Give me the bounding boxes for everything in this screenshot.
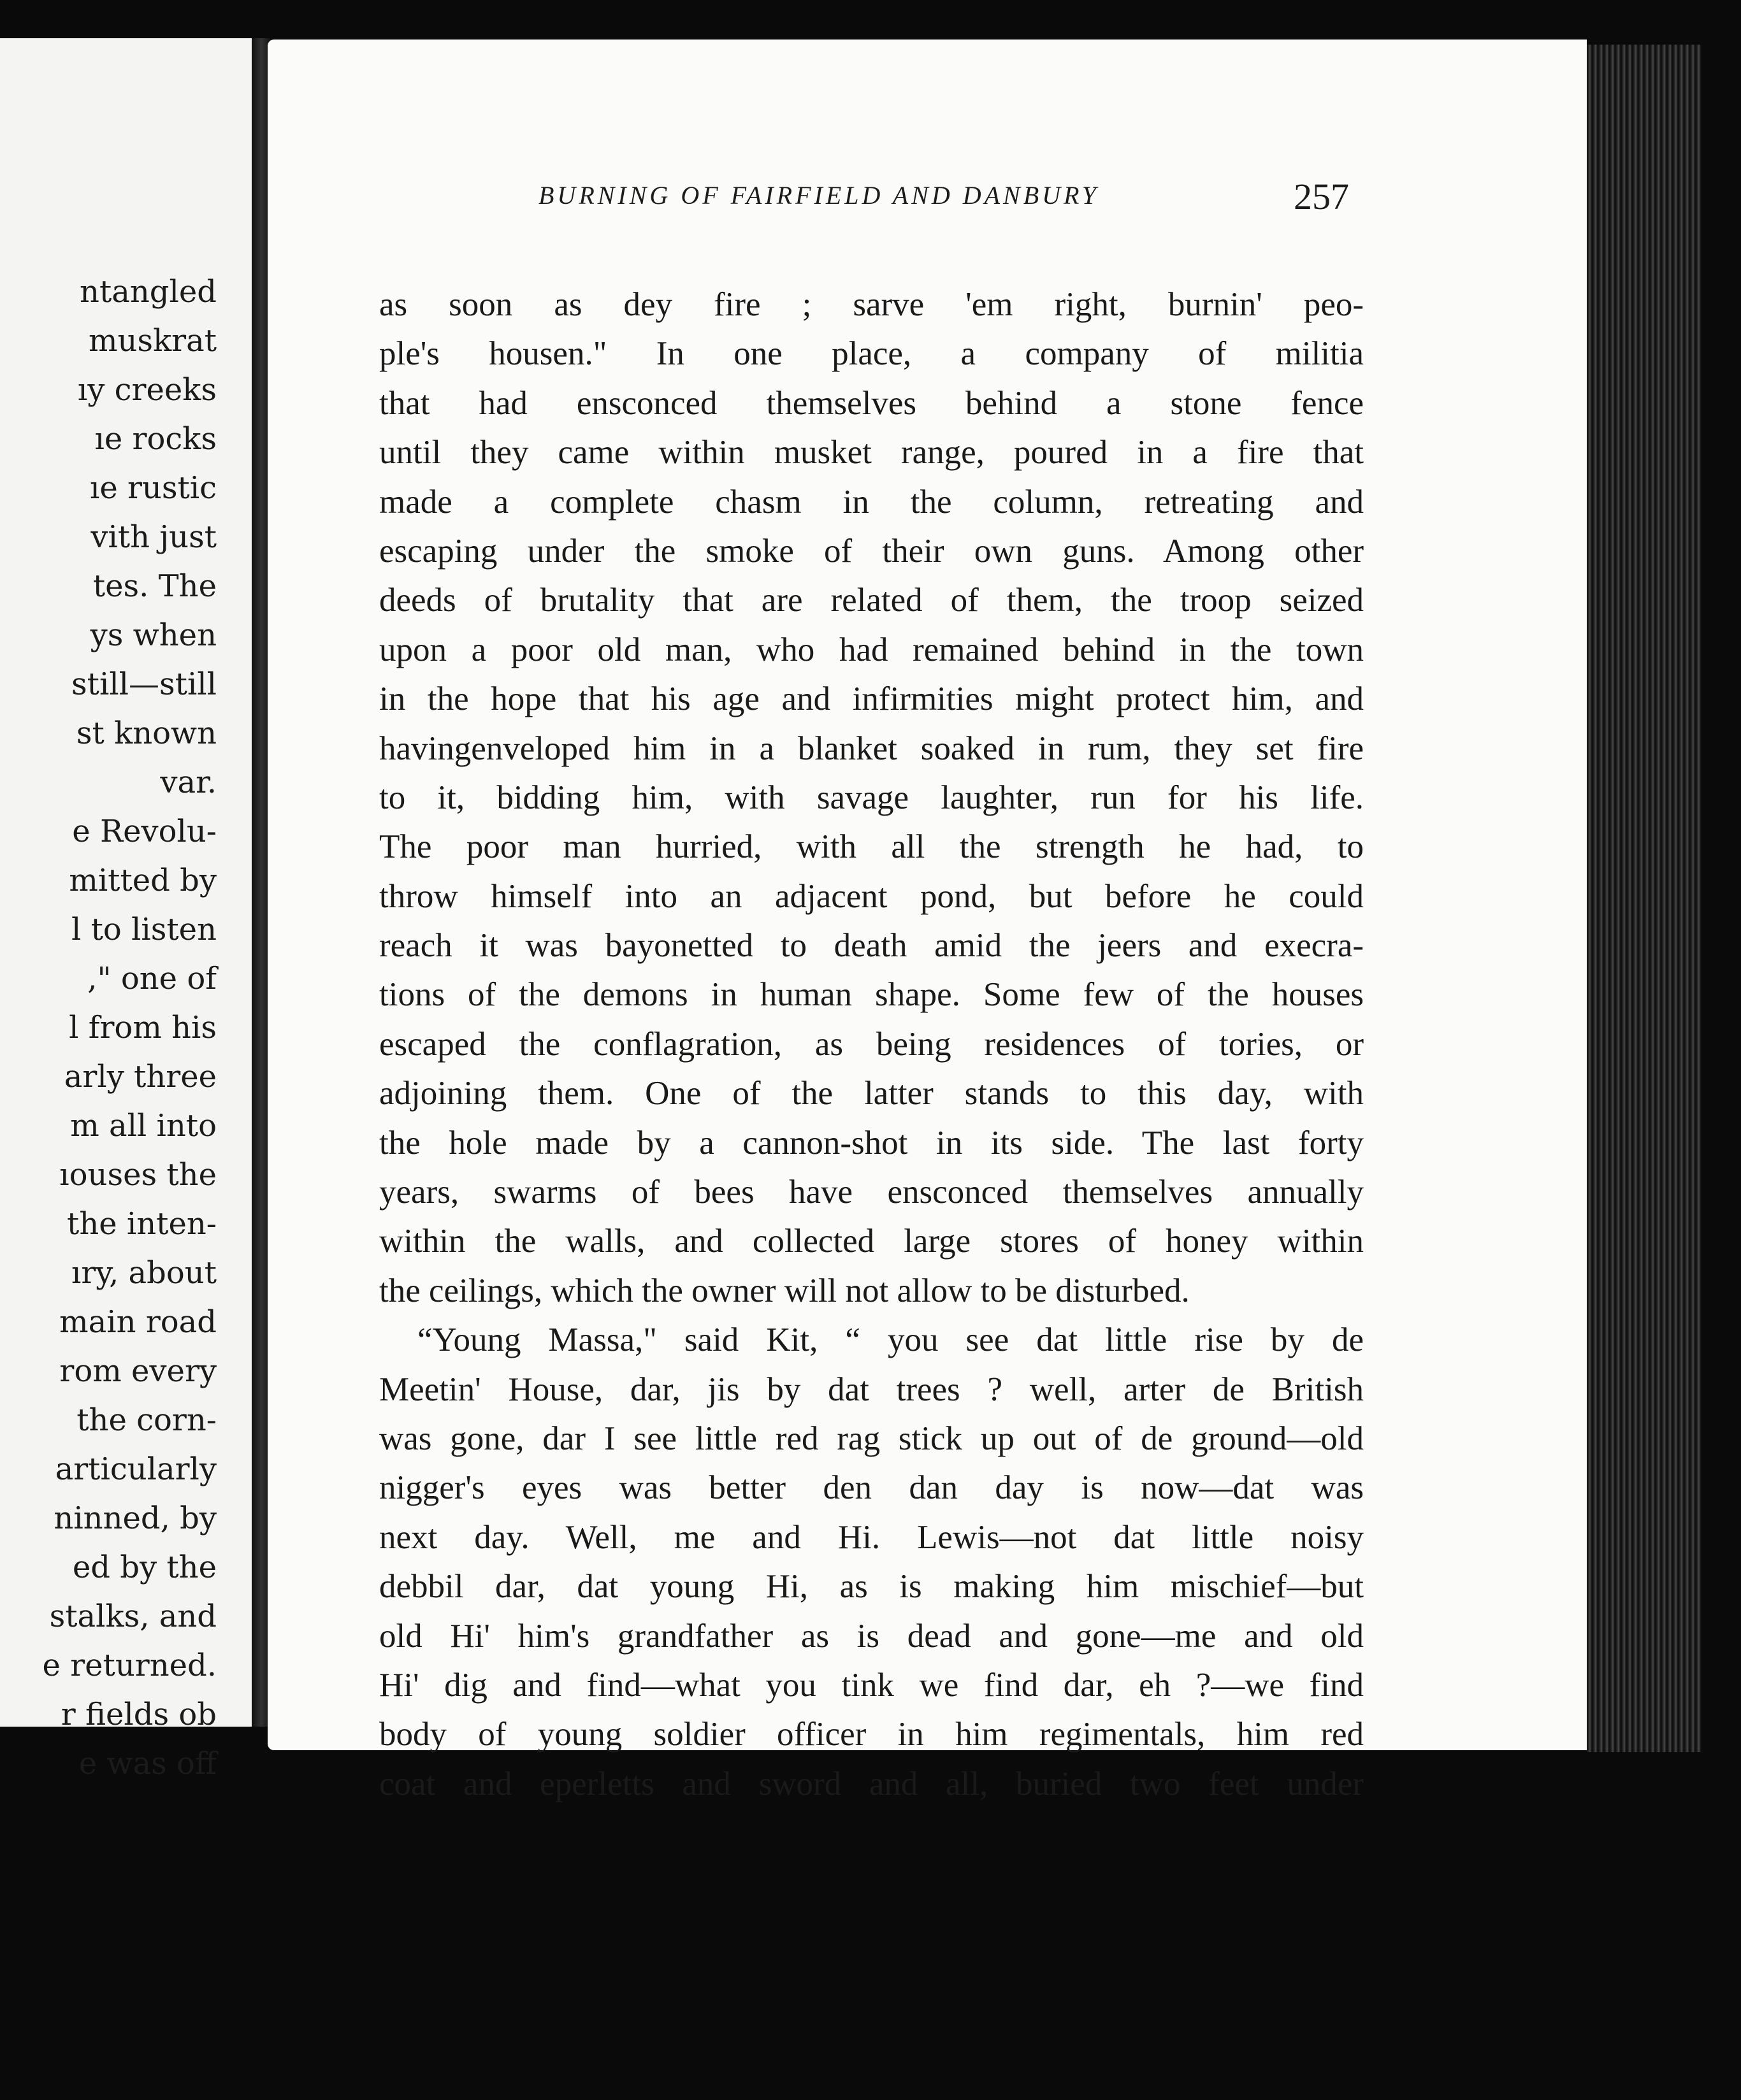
left-page-line: e was off	[78, 1746, 217, 1781]
page-number: 257	[1294, 176, 1349, 217]
text-line: The poor man hurried, with all the strength he had, to	[379, 828, 1364, 866]
text-line: made a complete chasm in the column, retreating and	[379, 483, 1364, 521]
left-page-line: ed by the	[72, 1550, 217, 1585]
left-page-line: still—still	[71, 666, 217, 702]
left-page-line: vith just	[90, 519, 217, 555]
left-page-line: st known	[76, 716, 217, 751]
left-page-line: e returned.	[42, 1648, 217, 1683]
running-head	[268, 175, 1587, 217]
text-line: upon a poor old man, who had remained behind in the town	[379, 631, 1364, 668]
text-line: within the walls, and collected large stores of honey within	[379, 1223, 1364, 1260]
text-line: reach it was bayonetted to death amid the jeers and execra-	[379, 927, 1364, 965]
left-page-line: l from his	[69, 1010, 217, 1046]
text-line: adjoining them. One of the latter stands to this day, with	[379, 1075, 1364, 1112]
text-line: throw himself into an adjacent pond, but before he could	[379, 877, 1364, 915]
text-line: escaped the conflagration, as being residences of tories, or	[379, 1025, 1364, 1063]
left-page-line: ıy creeks	[77, 372, 217, 408]
text-line: nigger's eyes was better den dan day is now—dat was	[379, 1469, 1364, 1507]
text-line: as soon as dey fire ; sarve 'em right, burnin' peo-	[379, 286, 1364, 323]
text-line: escaping under the smoke of their own guns. Among other	[379, 532, 1364, 570]
left-page-line: stalks, and	[49, 1599, 217, 1634]
previous-page-fragment	[0, 38, 258, 1781]
left-page-line: ıouses the	[59, 1157, 217, 1193]
body-text	[379, 280, 1364, 1809]
left-page-line: the corn-	[76, 1402, 217, 1438]
left-page-line: ıry, about	[71, 1255, 217, 1291]
left-page-line: m all into	[70, 1108, 217, 1144]
left-page-line: mitted by	[69, 863, 217, 898]
left-page-line: ıe rocks	[94, 421, 217, 457]
text-line: in the hope that his age and infirmities might protect him, and	[379, 680, 1364, 718]
left-page-line: r fields ob	[61, 1697, 217, 1732]
left-page-line: tes. The	[92, 568, 217, 604]
left-page-line: articularly	[55, 1451, 217, 1487]
left-page-line: the inten-	[67, 1206, 217, 1242]
left-page-line: muskrat	[89, 323, 217, 359]
text-line: Meetin' House, dar, jis by dat trees ? well, arter de British	[379, 1370, 1364, 1408]
text-line: body of young soldier officer in him regimentals, him red	[379, 1716, 1364, 1753]
text-line: years, swarms of bees have ensconced themselves annually	[379, 1174, 1364, 1211]
left-page-line: arly three	[64, 1059, 217, 1095]
left-page-line: ıe rustic	[89, 470, 217, 506]
text-line: deeds of brutality that are related of them, the troop seized	[379, 582, 1364, 619]
left-page-line: ninned, by	[54, 1500, 217, 1536]
text-line: ple's housen." In one place, a company of militia	[379, 335, 1364, 373]
text-line: havingenveloped him in a blanket soaked in rum, they set fire	[379, 730, 1364, 767]
left-page-line: l to listen	[71, 912, 217, 947]
text-line: debbil dar, dat young Hi, as is making him mischief—but	[379, 1568, 1364, 1606]
text-line: coat and eperletts and sword and all, buried two feet under	[379, 1765, 1364, 1802]
left-page-line: ys when	[90, 617, 217, 653]
text-line: next day. Well, me and Hi. Lewis—not dat little noisy	[379, 1518, 1364, 1556]
running-title: BURNING OF FAIRFIELD AND DANBURY	[538, 181, 1099, 210]
text-line: the ceilings, which the owner will not allow to be disturbed.	[379, 1272, 1190, 1309]
left-page-line: e Revolu-	[72, 814, 217, 849]
text-line: the hole made by a cannon-shot in its side. The last forty	[379, 1124, 1364, 1161]
left-page-line: ," one of	[87, 961, 217, 996]
left-page-line: main road	[59, 1304, 217, 1340]
text-line: to it, bidding him, with savage laughter, run for his life.	[379, 779, 1364, 816]
left-page-line: rom every	[59, 1353, 217, 1389]
left-page-line: var.	[160, 765, 217, 800]
text-line: tions of the demons in human shape. Some few of the houses	[379, 976, 1364, 1014]
text-line: old Hi' him's grandfather as is dead and gone—me and old	[379, 1617, 1364, 1655]
text-line: until they came within musket range, poured in a fire that	[379, 434, 1364, 471]
text-line: was gone, dar I see little red rag stick up out of de ground—old	[379, 1420, 1364, 1457]
text-line: Hi' dig and find—what you tink we find dar, eh ?—we find	[379, 1666, 1364, 1704]
left-page-line: ntangled	[80, 274, 217, 310]
page-edges	[1587, 45, 1701, 1752]
text-line: that had ensconced themselves behind a stone fence	[379, 384, 1364, 422]
text-line: “Young Massa," said Kit, “ you see dat little rise by de	[417, 1321, 1364, 1359]
